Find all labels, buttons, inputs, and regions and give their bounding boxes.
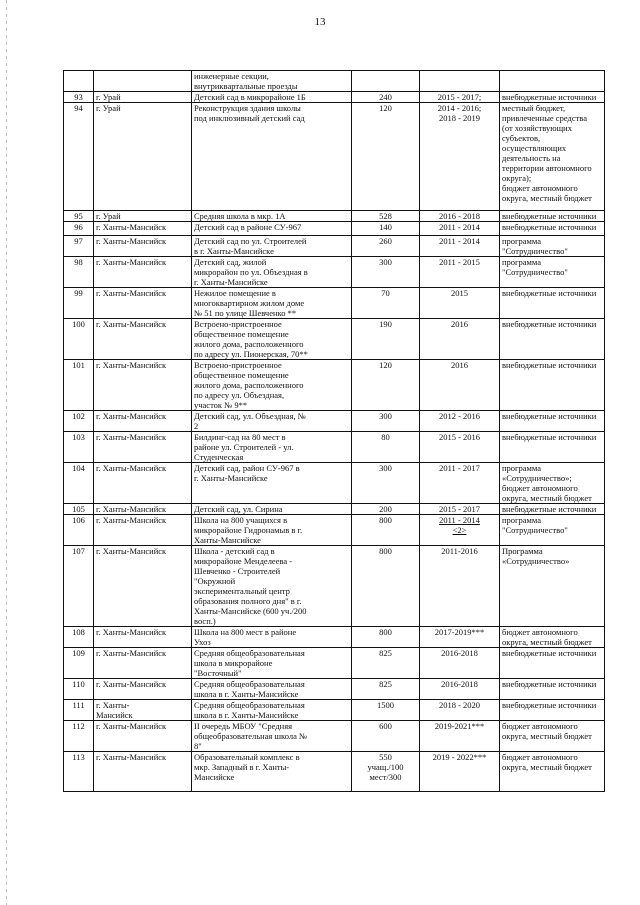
row-object-name: Школа на 800 мест в районе Ухоз bbox=[192, 627, 352, 648]
row-capacity: 300 bbox=[352, 411, 420, 432]
row-funding-source: внебюджетные источники bbox=[500, 504, 605, 515]
row-capacity: 120 bbox=[352, 103, 420, 211]
row-funding-source: внебюджетные источники bbox=[500, 432, 605, 463]
row-number: 101 bbox=[64, 360, 94, 411]
table-row bbox=[64, 222, 605, 236]
row-capacity: 825 bbox=[352, 679, 420, 700]
row-funding-source: внебюджетные источники bbox=[500, 222, 605, 236]
row-object-name: Детский сад, район СУ-967 в г. Ханты-Мансийске bbox=[192, 463, 352, 504]
row-capacity: 200 bbox=[352, 504, 420, 515]
row-funding-source: программа "Сотрудничество" bbox=[500, 257, 605, 288]
row-city: г. Ханты-Мансийск bbox=[94, 546, 192, 627]
row-funding-source: бюджет автономного округа, местный бюджет bbox=[500, 721, 605, 752]
row-object-name: Школа - детский сад в микрорайоне Менделеева - Шевченко - Строителей "Окружной экспериментальный центр образования полного дня" в г. Ханты-Мансийске (600 уч./200 восп.) bbox=[192, 546, 352, 627]
row-object-name: Детский сад, ул. Сирина bbox=[192, 504, 352, 515]
row-term: 2018 - 2020 bbox=[420, 700, 500, 721]
row-city bbox=[94, 71, 192, 92]
row-number: 96 bbox=[64, 222, 94, 236]
row-object-name: Встроено-пристроенное общественное помещение жилого дома, расположенного по адресу ул. Пионерская, 70** bbox=[192, 319, 352, 360]
row-term: 2017-2019*** bbox=[420, 627, 500, 648]
row-city: г. Урай bbox=[94, 211, 192, 222]
row-funding-source bbox=[500, 71, 605, 92]
row-number: 103 bbox=[64, 432, 94, 463]
row-city: г. Ханты-Мансийск bbox=[94, 257, 192, 288]
row-object-name: Средняя школа в мкр. 1А bbox=[192, 211, 352, 222]
row-number: 98 bbox=[64, 257, 94, 288]
page-number: 13 bbox=[314, 16, 326, 28]
table-row bbox=[64, 700, 605, 721]
row-city: г. Ханты-Мансийск bbox=[94, 721, 192, 752]
row-term: 2011-2016 bbox=[420, 546, 500, 627]
table-row bbox=[64, 546, 605, 627]
row-number: 102 bbox=[64, 411, 94, 432]
row-capacity: 240 bbox=[352, 92, 420, 103]
row-term: 2019-2021*** bbox=[420, 721, 500, 752]
row-funding-source: Программа «Сотрудничество» bbox=[500, 546, 605, 627]
table-row bbox=[64, 360, 605, 411]
row-object-name: Средняя общеобразовательная школа в микрорайоне "Восточный" bbox=[192, 648, 352, 679]
row-city: г. Ханты-Мансийск bbox=[94, 288, 192, 319]
row-object-name: Нежилое помещение в многоквартирном жилом доме № 51 по улице Шевченко ** bbox=[192, 288, 352, 319]
row-capacity: 120 bbox=[352, 360, 420, 411]
row-term: 2012 - 2016 bbox=[420, 411, 500, 432]
table-row bbox=[64, 679, 605, 700]
row-object-name: Реконструкция здания школы под инклюзивный детский сад bbox=[192, 103, 352, 211]
row-object-name: II очередь МБОУ "Средняя общеобразовательная школа № 8" bbox=[192, 721, 352, 752]
row-term: 2015 - 2017; bbox=[420, 92, 500, 103]
row-capacity: 800 bbox=[352, 627, 420, 648]
row-city: г. Урай bbox=[94, 92, 192, 103]
row-capacity: 825 bbox=[352, 648, 420, 679]
table-row bbox=[64, 463, 605, 504]
table-row bbox=[64, 236, 605, 257]
row-capacity: 1500 bbox=[352, 700, 420, 721]
table-row bbox=[64, 92, 605, 103]
table-body bbox=[64, 71, 605, 792]
row-object-name: Детский сад, жилой микрорайон по ул. Объездная в г. Ханты-Мансийске bbox=[192, 257, 352, 288]
row-number: 99 bbox=[64, 288, 94, 319]
row-number: 112 bbox=[64, 721, 94, 752]
row-term: 2019 - 2022*** bbox=[420, 752, 500, 792]
row-capacity: 800 bbox=[352, 546, 420, 627]
row-city: г. Ханты-Мансийск bbox=[94, 752, 192, 792]
table-row bbox=[64, 721, 605, 752]
row-object-name: Детский сад в микрорайоне 1Б bbox=[192, 92, 352, 103]
table-row bbox=[64, 71, 605, 92]
table-row bbox=[64, 432, 605, 463]
row-term: 2015 - 2016 bbox=[420, 432, 500, 463]
table-row bbox=[64, 752, 605, 792]
row-number: 97 bbox=[64, 236, 94, 257]
row-city: г. Ханты-Мансийск bbox=[94, 463, 192, 504]
row-term: 2011 - 2014 bbox=[420, 236, 500, 257]
row-city: г. Урай bbox=[94, 103, 192, 211]
row-number: 108 bbox=[64, 627, 94, 648]
row-term: 2016-2018 bbox=[420, 648, 500, 679]
row-city: г. Ханты-Мансийск bbox=[94, 236, 192, 257]
row-funding-source: бюджет автономного округа, местный бюджет bbox=[500, 627, 605, 648]
row-term: 2016 - 2018 bbox=[420, 211, 500, 222]
row-capacity: 800 bbox=[352, 515, 420, 546]
table-row bbox=[64, 648, 605, 679]
row-term: 2015 bbox=[420, 288, 500, 319]
table-row bbox=[64, 504, 605, 515]
row-capacity: 550 учащ./100 мест/300 bbox=[352, 752, 420, 792]
row-funding-source: внебюджетные источники bbox=[500, 288, 605, 319]
row-city: г. Ханты-Мансийск bbox=[94, 411, 192, 432]
row-object-name: Встроено-пристроенное общественное помещение жилого дома, расположенного по адресу ул. Объездная, участок № 9** bbox=[192, 360, 352, 411]
table-row bbox=[64, 257, 605, 288]
construction-objects-table bbox=[63, 70, 605, 792]
table-row bbox=[64, 103, 605, 211]
row-city: г. Ханты- Мансийск bbox=[94, 700, 192, 721]
row-funding-source: внебюджетные источники bbox=[500, 360, 605, 411]
row-capacity: 140 bbox=[352, 222, 420, 236]
row-number: 113 bbox=[64, 752, 94, 792]
row-funding-source: внебюджетные источники bbox=[500, 700, 605, 721]
row-object-name: Школа на 800 учащихся в микрорайоне Гидронамыв в г. Ханты-Мансийске bbox=[192, 515, 352, 546]
row-funding-source: внебюджетные источники bbox=[500, 648, 605, 679]
row-number bbox=[64, 71, 94, 92]
row-term: 2011 - 2015 bbox=[420, 257, 500, 288]
row-city: г. Ханты-Мансийск bbox=[94, 222, 192, 236]
table-row bbox=[64, 211, 605, 222]
row-term: 2016 bbox=[420, 319, 500, 360]
row-term: 2016-2018 bbox=[420, 679, 500, 700]
table-row bbox=[64, 319, 605, 360]
row-term: 2011 - 2014 <2> bbox=[420, 515, 500, 546]
row-funding-source: внебюджетные источники bbox=[500, 411, 605, 432]
row-funding-source: программа «Сотрудничество»; бюджет автономного округа, местный бюджет bbox=[500, 463, 605, 504]
row-number: 95 bbox=[64, 211, 94, 222]
row-number: 105 bbox=[64, 504, 94, 515]
row-number: 100 bbox=[64, 319, 94, 360]
row-number: 94 bbox=[64, 103, 94, 211]
row-capacity: 300 bbox=[352, 463, 420, 504]
row-term: 2014 - 2016; 2018 - 2019 bbox=[420, 103, 500, 211]
row-city: г. Ханты-Мансийск bbox=[94, 432, 192, 463]
row-funding-source: программа "Сотрудничество" bbox=[500, 236, 605, 257]
row-term: 2015 - 2017 bbox=[420, 504, 500, 515]
row-city: г. Ханты-Мансийск bbox=[94, 319, 192, 360]
row-funding-source: внебюджетные источники bbox=[500, 211, 605, 222]
row-capacity: 70 bbox=[352, 288, 420, 319]
row-capacity: 190 bbox=[352, 319, 420, 360]
row-city: г. Ханты-Мансийск bbox=[94, 515, 192, 546]
scan-edge-mark bbox=[6, 0, 7, 905]
row-object-name: Детский сад, ул. Объездная, № 2 bbox=[192, 411, 352, 432]
row-number: 107 bbox=[64, 546, 94, 627]
row-number: 110 bbox=[64, 679, 94, 700]
row-number: 93 bbox=[64, 92, 94, 103]
row-object-name: Средняя общеобразовательная школа в г. Ханты-Мансийске bbox=[192, 679, 352, 700]
row-funding-source: бюджет автономного округа, местный бюджет bbox=[500, 752, 605, 792]
row-term: 2011 - 2017 bbox=[420, 463, 500, 504]
row-funding-source: программа "Сотрудничество" bbox=[500, 515, 605, 546]
row-capacity: 600 bbox=[352, 721, 420, 752]
table-row bbox=[64, 411, 605, 432]
row-city: г. Ханты-Мансийск bbox=[94, 627, 192, 648]
row-term: 2016 bbox=[420, 360, 500, 411]
row-funding-source: местный бюджет, привлеченные средства (от хозяйствующих субъектов, осуществляющих деятельность на территории автономного округа); бюджет автономного округа, местный бюджет bbox=[500, 103, 605, 211]
row-object-name: Билдинг-сад на 80 мест в районе ул. Строителей - ул. Студенческая bbox=[192, 432, 352, 463]
row-number: 104 bbox=[64, 463, 94, 504]
row-object-name: Средняя общеобразовательная школа в г. Ханты-Мансийске bbox=[192, 700, 352, 721]
row-city: г. Ханты-Мансийск bbox=[94, 679, 192, 700]
row-city: г. Ханты-Мансийск bbox=[94, 648, 192, 679]
row-number: 109 bbox=[64, 648, 94, 679]
row-object-name: Образовательный комплекс в мкр. Западный в г. Ханты- Мансийске bbox=[192, 752, 352, 792]
row-number: 106 bbox=[64, 515, 94, 546]
table-row bbox=[64, 515, 605, 546]
row-city: г. Ханты-Мансийск bbox=[94, 360, 192, 411]
row-city: г. Ханты-Мансийск bbox=[94, 504, 192, 515]
row-funding-source: внебюджетные источники bbox=[500, 319, 605, 360]
row-capacity: 300 bbox=[352, 257, 420, 288]
row-term: 2011 - 2014 bbox=[420, 222, 500, 236]
row-number: 111 bbox=[64, 700, 94, 721]
table-row bbox=[64, 627, 605, 648]
row-object-name: Детский сад в районе СУ-967 bbox=[192, 222, 352, 236]
row-term bbox=[420, 71, 500, 92]
row-capacity: 80 bbox=[352, 432, 420, 463]
row-object-name: инженерные секции, внутриквартальные проезды bbox=[192, 71, 352, 92]
row-funding-source: внебюджетные источники bbox=[500, 92, 605, 103]
row-object-name: Детский сад по ул. Строителей в г. Ханты-Мансийске bbox=[192, 236, 352, 257]
row-capacity: 528 bbox=[352, 211, 420, 222]
table-row bbox=[64, 288, 605, 319]
row-funding-source: внебюджетные источники bbox=[500, 679, 605, 700]
row-capacity bbox=[352, 71, 420, 92]
row-capacity: 260 bbox=[352, 236, 420, 257]
